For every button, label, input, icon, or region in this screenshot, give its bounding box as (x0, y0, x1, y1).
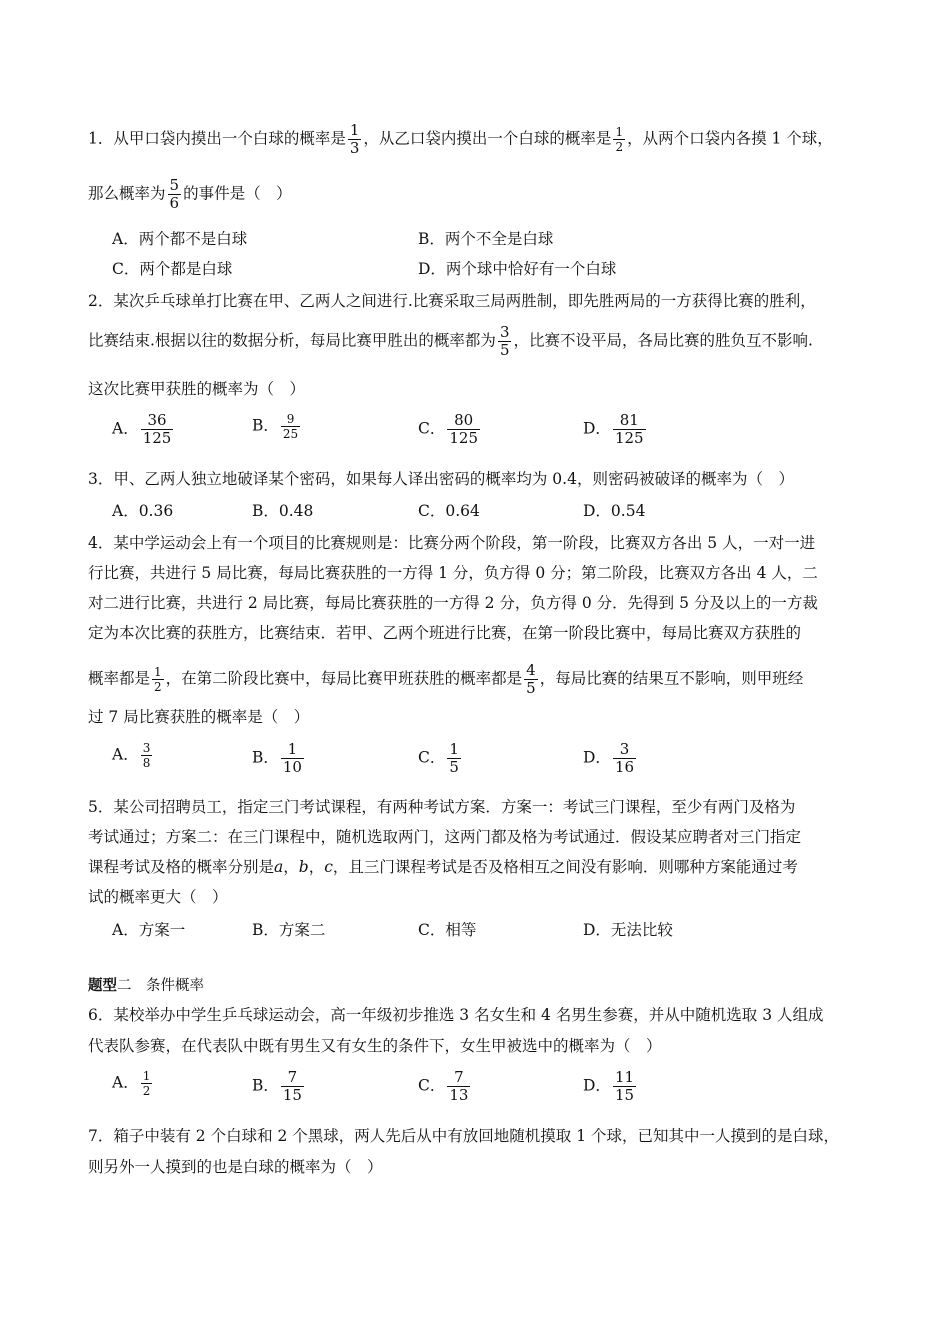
q7-line-2: 则另外一人摸到的也是白球的概率为（ ） (88, 1158, 383, 1176)
q2-option-b-fraction: $\frac{9}{25}$ (282, 412, 299, 441)
q2-line-3: 这次比赛甲获胜的概率为（ ） (88, 380, 306, 398)
section-heading-rest: 二 条件概率 (117, 978, 204, 994)
q6-option-c-fraction: $\frac{7}{13}$ (449, 1068, 469, 1104)
q3-option-b[interactable]: B．0.48 (252, 502, 314, 520)
q4-option-c-fraction: $\frac{1}{5}$ (449, 740, 459, 776)
q6-line-1: 6．某校举办中学生乒乓球运动会，高一年级初步推选 3 名女生和 4 名男生参赛，并从中随机选取 3 人组成 (88, 1006, 824, 1024)
q5-option-c[interactable]: C．相等 (418, 921, 477, 939)
q4-line-5 (88, 662, 803, 697)
q2-option-d-fraction: $\frac{81}{125}$ (614, 411, 644, 447)
q6-option-c[interactable]: C． $\frac{7}{13}$ (418, 1068, 469, 1104)
q5-text-a: 课程考试及格的概率分别是 (88, 858, 275, 876)
q4-line-6: 过 7 局比赛获胜的概率是（ ） (88, 708, 310, 726)
section-heading (88, 976, 204, 996)
q4-text-b: ，在第二阶段比赛中，每局比赛甲班获胜的概率都是 (165, 669, 523, 688)
q2-line-2 (88, 324, 813, 359)
q5-text-b: ，且三门课程考试是否及格相互之间没有影响．则哪种方案能通过考 (332, 858, 798, 876)
q5-line-3: 课程考试及格的概率分别是a，b，c，且三门课程考试是否及格相互之间没有影响．则哪种方案能通过考 (88, 858, 798, 876)
q5-line-4: 试的概率更大（ ） (88, 888, 228, 906)
q5-line-2: 考试通过；方案二：在三门课程中，随机选取两门，这两门都及格为考试通过．假设某应聘者对三门指定 (88, 828, 802, 846)
q6-option-a[interactable]: A． $\frac{1}{2}$ (112, 1069, 151, 1098)
q1-text-c: ，从两个口袋内各摸 1 个球， (627, 129, 833, 148)
q2-option-d[interactable]: D． $\frac{81}{125}$ (583, 411, 644, 447)
q4-line-3: 对二进行比赛，共进行 2 局比赛，每局比赛获胜的一方得 2 分，负方得 0 分．先得到 5 分及以上的一方裁 (88, 594, 818, 612)
q5-line-1: 5．某公司招聘员工，指定三门考试课程，有两种考试方案．方案一：考试三门课程，至少有两门及格为 (88, 798, 796, 816)
q5-option-a[interactable]: A．方案一 (112, 921, 186, 939)
q3-line-1: 3．甲、乙两人独立地破译某个密码，如果每人译出密码的概率均为 0.4，则密码被破译的概率为（ ） (88, 470, 794, 488)
q2-text-b: ，比赛不设平局，各局比赛的胜负互不影响. (513, 331, 813, 350)
q1-line-1 (88, 122, 833, 157)
q4-fraction-1: $\frac{1}{2}$ (154, 665, 162, 694)
q4-line-2: 行比赛，共进行 5 局比赛，每局比赛获胜的一方得 1 分，负方得 0 分；第二阶段，比赛双方各出 4 人，二 (88, 564, 818, 582)
section-heading-bold: 题型 (88, 977, 117, 994)
q5-option-d[interactable]: D．无法比较 (583, 921, 673, 939)
q4-option-a[interactable]: A． $\frac{3}{8}$ (112, 741, 151, 770)
q5-var-b: b (298, 858, 309, 876)
q1-option-a[interactable]: A．两个都不是白球 (112, 230, 248, 248)
q4-option-a-fraction: $\frac{3}{8}$ (142, 741, 151, 770)
q1-fraction-3: $\frac{5}{6}$ (169, 176, 180, 212)
q2-text-a: 比赛结束.根据以往的数据分析，每局比赛甲胜出的概率都为 (88, 331, 496, 350)
q4-option-d[interactable]: D． $\frac{3}{16}$ (583, 740, 635, 776)
q2-line-1: 2．某次乒乓球单打比赛在甲、乙两人之间进行.比赛采取三局两胜制，即先胜两局的一方获得比赛的胜利， (88, 292, 816, 310)
q6-option-d-fraction: $\frac{11}{15}$ (614, 1068, 635, 1104)
q6-option-a-fraction: $\frac{1}{2}$ (142, 1069, 151, 1098)
q1-text-e: 的事件是（ ） (183, 184, 292, 203)
q1-option-d[interactable]: D．两个球中恰好有一个白球 (418, 260, 617, 278)
q5-var-a: a (274, 858, 284, 876)
q3-option-a[interactable]: A．0.36 (112, 502, 174, 520)
q6-option-b[interactable]: B． $\frac{7}{15}$ (252, 1068, 302, 1104)
q1-line-2 (88, 177, 292, 212)
q4-fraction-2: $\frac{4}{5}$ (526, 661, 536, 697)
q1-text-d: 那么概率为 (88, 184, 166, 203)
q6-option-d[interactable]: D． $\frac{11}{15}$ (583, 1068, 635, 1104)
q2-fraction: $\frac{3}{5}$ (499, 323, 510, 359)
q4-option-d-fraction: $\frac{3}{16}$ (614, 740, 635, 776)
q4-text-a: 概率都是 (88, 669, 151, 688)
q3-option-c[interactable]: C．0.64 (418, 502, 480, 520)
q4-line-1: 4．某中学运动会上有一个项目的比赛规则是：比赛分两个阶段，第一阶段，比赛双方各出 5 人，一对一进 (88, 534, 816, 552)
q1-text-a: 1．从甲口袋内摸出一个白球的概率是 (88, 129, 346, 148)
q4-text-c: ，每局比赛的结果互不影响，则甲班经 (539, 669, 804, 688)
q2-option-c-fraction: $\frac{80}{125}$ (449, 411, 479, 447)
q4-line-4: 定为本次比赛的获胜方，比赛结束．若甲、乙两个班进行比赛，在第一阶段比赛中，每局比赛双方获胜的 (88, 624, 802, 642)
q4-option-b[interactable]: B． $\frac{1}{10}$ (252, 740, 302, 776)
q1-fraction-2: $\frac{1}{2}$ (615, 125, 624, 154)
q4-option-c[interactable]: C． $\frac{1}{5}$ (418, 740, 459, 776)
q2-option-a-fraction: $\frac{36}{125}$ (142, 411, 172, 447)
q5-var-c: c (324, 858, 333, 876)
q1-option-c[interactable]: C．两个都是白球 (112, 260, 233, 278)
q7-line-1: 7．箱子中装有 2 个白球和 2 个黑球，两人先后从中有放回地随机摸取 1 个球，已知其中一人摸到的是白球， (88, 1127, 840, 1145)
q6-line-2: 代表队参赛，在代表队中既有男生又有女生的条件下，女生甲被选中的概率为（ ） (88, 1037, 662, 1055)
q1-fraction-1: $\frac{1}{3}$ (349, 121, 360, 157)
q6-option-b-fraction: $\frac{7}{15}$ (282, 1068, 302, 1104)
q4-option-b-fraction: $\frac{1}{10}$ (282, 740, 302, 776)
q2-option-a[interactable]: A． $\frac{36}{125}$ (112, 411, 172, 447)
q1-text-b: ，从乙口袋内摸出一个白球的概率是 (363, 129, 612, 148)
q3-option-d[interactable]: D．0.54 (583, 502, 646, 520)
q5-option-b[interactable]: B．方案二 (252, 921, 326, 939)
q2-option-b[interactable]: B． $\frac{9}{25}$ (252, 412, 299, 441)
q1-option-b[interactable]: B．两个不全是白球 (418, 230, 554, 248)
q2-option-c[interactable]: C． $\frac{80}{125}$ (418, 411, 479, 447)
